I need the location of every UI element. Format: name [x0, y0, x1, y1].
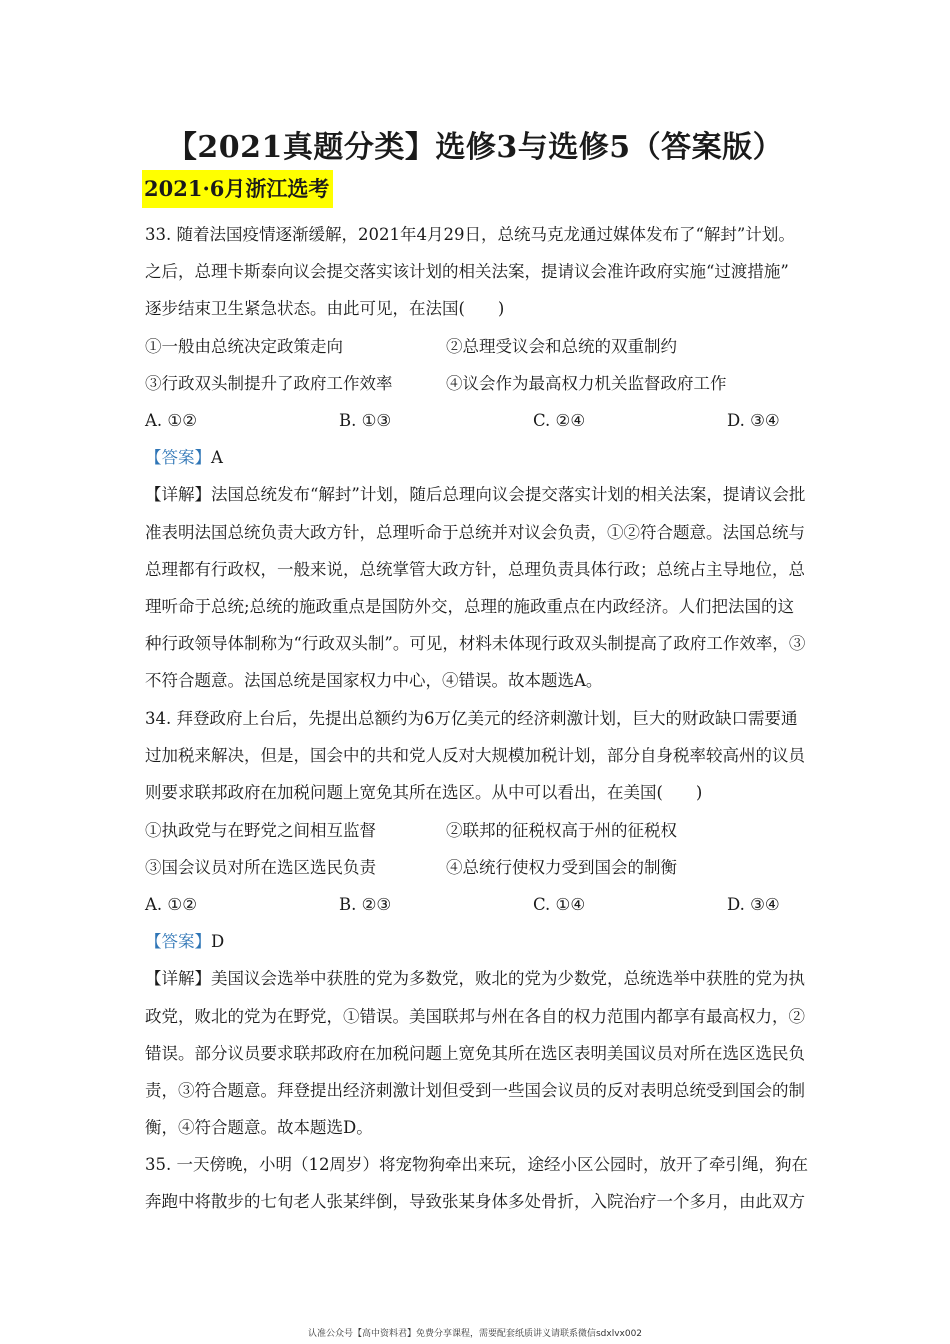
question-stem-line: 34. 拜登政府上台后，先提出总额约为6万亿美元的经济刺激计划，巨大的财政缺口需要通 — [145, 709, 798, 728]
choice-b: B. ②③ — [339, 894, 392, 914]
question-stem-line: 35. 一天傍晚，小明（12周岁）将宠物狗牵出来玩，途经小区公园时，放开了牵引绳，狗在 — [145, 1155, 808, 1174]
explain-line: 准表明法国总统负责大政方针，总理听命于总统并对议会负责，①②符合题意。法国总统与 — [145, 522, 805, 542]
choice-c: C. ②④ — [533, 410, 586, 430]
question-stem-line: 33. 随着法国疫情逐渐缓解，2021年4月29日，总统马克龙通过媒体发布了“解封”计划。 — [145, 225, 795, 244]
option-row — [145, 812, 807, 849]
option-3: ③行政双头制提升了政府工作效率 — [145, 373, 393, 393]
explain-text: 法国总统发布“解封”计划，随后总理向议会提交落实计划的相关法案，提请议会批 — [211, 485, 806, 505]
choice-d: D. ③④ — [727, 894, 780, 914]
explain-line: 衡，④符合题意。故本题选D。 — [145, 1118, 373, 1138]
explain-tag: 【详解】 — [145, 969, 211, 989]
option-1: ①执政党与在野党之间相互监督 — [145, 820, 376, 840]
option-1: ①一般由总统决定政策走向 — [145, 336, 343, 356]
answer-tag: 【答案】 — [145, 932, 211, 952]
answer-line — [145, 439, 807, 476]
explain-line: 不符合题意。法国总统是国家权力中心，④错误。故本题选A。 — [145, 671, 603, 691]
choice-c: C. ①④ — [533, 894, 586, 914]
question-stem-line: 则要求联邦政府在加税问题上宽免其所在选区。从中可以看出，在美国( ) — [145, 783, 703, 803]
explain-line — [145, 476, 807, 513]
question-33 — [145, 216, 807, 699]
question-stem-line: 逐步结束卫生紧急状态。由此可见，在法国( ) — [145, 299, 505, 319]
option-row — [145, 328, 807, 365]
explain-line: 总理都有行政权，一般来说，总统掌管大政方针，总理负责具体行政；总统占主导地位，总 — [145, 559, 805, 579]
question-34 — [145, 700, 807, 1146]
question-stem-line: 过加税来解决，但是，国会中的共和党人反对大规模加税计划，部分自身税率较高州的议员 — [145, 746, 805, 766]
page-title: 【2021真题分类】选修3与选修5（答案版） — [166, 130, 784, 165]
question-35 — [145, 1146, 807, 1220]
section-heading: 2021·6月浙江选考 — [142, 170, 333, 208]
option-row — [145, 365, 807, 402]
choice-row — [145, 886, 807, 923]
choice-a: A. ①② — [145, 410, 197, 430]
explain-line: 责，③符合题意。拜登提出经济刺激计划但受到一些国会议员的反对表明总统受到国会的制 — [145, 1080, 805, 1100]
option-3: ③国会议员对所在选区选民负责 — [145, 857, 376, 877]
answer-line — [145, 923, 807, 960]
explain-text: 美国议会选举中获胜的党为多数党，败北的党为少数党，总统选举中获胜的党为执 — [211, 969, 805, 989]
option-4: ④议会作为最高权力机关监督政府工作 — [446, 373, 727, 393]
question-stem-line: 之后，总理卡斯泰向议会提交落实该计划的相关法案，提请议会准许政府实施“过渡措施” — [145, 262, 789, 282]
answer-value: A — [211, 448, 223, 468]
question-stem-line: 奔跑中将散步的七旬老人张某绊倒，导致张某身体多处骨折，入院治疗一个多月，由此双方 — [145, 1192, 805, 1212]
choice-a: A. ①② — [145, 894, 197, 914]
choice-d: D. ③④ — [727, 410, 780, 430]
explain-line — [145, 960, 807, 997]
footer-note: 认准公众号【高中资料君】免费分享课程，需要配套纸质讲义请联系微信sdxlvx002 — [307, 1329, 643, 1339]
answer-value: D — [211, 932, 225, 952]
choice-b: B. ①③ — [339, 410, 392, 430]
option-row — [145, 849, 807, 886]
explain-tag: 【详解】 — [145, 485, 211, 505]
option-2: ②总理受议会和总统的双重制约 — [446, 336, 677, 356]
option-2: ②联邦的征税权高于州的征税权 — [446, 820, 677, 840]
answer-tag: 【答案】 — [145, 448, 211, 468]
explain-line: 政党，败北的党为在野党，①错误。美国联邦与州在各自的权力范围内都享有最高权力，② — [145, 1006, 805, 1026]
option-4: ④总统行使权力受到国会的制衡 — [446, 857, 677, 877]
explain-line: 种行政领导体制称为“行政双头制”。可见，材料未体现行政双头制提高了政府工作效率，③ — [145, 634, 806, 654]
explain-line: 错误。部分议员要求联邦政府在加税问题上宽免其所在选区表明美国议员对所在选区选民负 — [145, 1043, 805, 1063]
choice-row — [145, 402, 807, 439]
explain-line: 理听命于总统;总统的施政重点是国防外交，总理的施政重点在内政经济。人们把法国的这 — [145, 596, 795, 616]
